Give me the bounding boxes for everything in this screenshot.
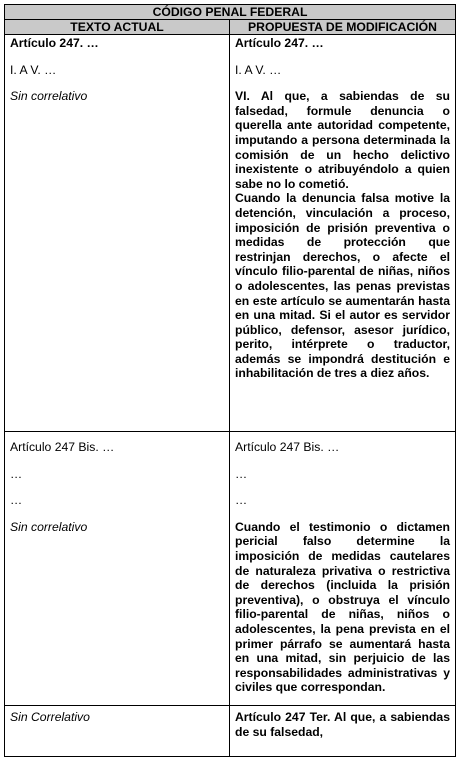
proposal-cell	[230, 35, 456, 432]
comparison-document	[4, 4, 455, 757]
article-247-bis-heading: Artículo 247 Bis. …	[10, 440, 115, 454]
column-header-proposal: PROPUESTA DE MODIFICACIÓN	[230, 20, 456, 35]
current-text-cell	[5, 432, 230, 706]
fractions-text: I. A V. …	[10, 62, 57, 77]
ellipsis-text: …	[235, 466, 248, 481]
ellipsis-text: …	[10, 466, 23, 481]
table-row	[5, 705, 456, 756]
article-247-ter-paragraph: Artículo 247 Ter. Al que, a sabiendas de su falsedad,	[235, 709, 450, 739]
fraction-vi-paragraph: VI. Al que, a sabiendas de su falsedad, formule denuncia o querella ante autoridad competente, imputando a persona determinada la comisión de un hecho delictivo inexistente o atribuyéndolo a quien sabe no lo cometió.	[235, 89, 450, 191]
article-247-heading: Artículo 247. …	[10, 36, 99, 50]
ellipsis-text: …	[10, 493, 23, 508]
no-correlative-text: Sin correlativo	[10, 89, 88, 104]
current-text-cell	[5, 35, 230, 432]
comparison-table	[4, 4, 456, 757]
article-247-heading: Artículo 247. …	[235, 36, 324, 50]
false-testimony-paragraph: Cuando el testimonio o dictamen pericial falso determine la imposición de medidas cautelares de naturaleza privativa o restrictiva de derechos (incluida la prisión preventiva), o obstruya el vínculo filio-parental de niñas, niños o adolescentes, la pena prevista en el primer párrafo se aumentará hasta en una mitad, sin perjuicio de las responsabilidades administrativas y civiles que correspondan.	[235, 519, 450, 695]
proposal-cell	[230, 705, 456, 756]
no-correlative-text: Sin Correlativo	[10, 709, 90, 724]
ellipsis-text: …	[235, 493, 248, 508]
no-correlative-text: Sin correlativo	[10, 519, 88, 534]
table-row	[5, 35, 456, 432]
table-title: CÓDIGO PENAL FEDERAL	[5, 5, 456, 20]
article-247-bis-heading: Artículo 247 Bis. …	[235, 440, 340, 454]
fractions-text: I. A V. …	[235, 62, 282, 77]
table-row	[5, 432, 456, 706]
proposal-cell	[230, 432, 456, 706]
column-header-current-text: TEXTO ACTUAL	[5, 20, 230, 35]
current-text-cell	[5, 705, 230, 756]
false-complaint-paragraph: Cuando la denuncia falsa motive la detención, vinculación a proceso, imposición de prisión preventiva o medidas de protección que restrinjan derechos, o afecte el vínculo filio-parental de niñas, niños o adolescentes, las penas previstas en este artículo se aumentarán hasta en una mitad. Si el autor es servidor público, defensor, asesor jurídico, perito, intérprete o traductor, además se impondrá destitución e inhabilitación de tres a diez años.	[235, 191, 450, 381]
